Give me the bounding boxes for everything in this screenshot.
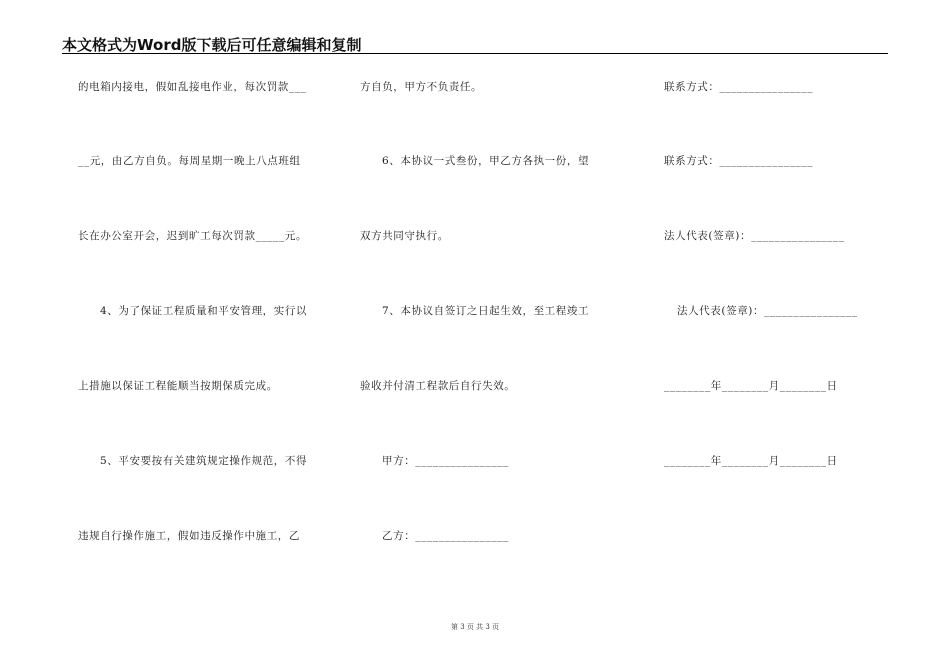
col2-party-a-signature: 甲方：________________	[382, 455, 509, 467]
col3-contact-2: 联系方式：________________	[664, 155, 814, 167]
col2-line-4: 7、本协议自签订之日起生效，至工程竣工	[382, 305, 590, 317]
col1-line-5: 上措施以保证工程能顺当按期保质完成。	[78, 380, 278, 392]
col3-legal-rep-1: 法人代表(签章)：________________	[664, 230, 845, 242]
col1-line-3: 长在办公室开会，迟到旷工每次罚款_____元。	[78, 230, 308, 242]
col1-line-2: __元，由乙方自负。每周星期一晚上八点班组	[78, 155, 301, 167]
header-divider	[62, 53, 888, 54]
col3-date-1: ________年________月________日	[664, 380, 838, 392]
col1-line-7: 违规自行操作施工，假如违反操作中施工，乙	[78, 530, 300, 542]
col1-line-6: 5、平安要按有关建筑规定操作规范，不得	[100, 455, 308, 467]
col1-line-4: 4、为了保证工程质量和平安管理，实行以	[100, 305, 308, 317]
col2-party-b-signature: 乙方：________________	[382, 530, 509, 542]
col3-contact-1: 联系方式：________________	[664, 81, 814, 93]
col2-line-5: 验收并付清工程款后自行失效。	[360, 380, 516, 392]
col2-line-3: 双方共同守执行。	[360, 230, 449, 242]
page-number: 第 3 页 共 3 页	[450, 623, 500, 631]
col3-legal-rep-2: 法人代表(签章)：________________	[677, 305, 858, 317]
document-header-title: 本文格式为Word版下载后可任意编辑和复制	[62, 36, 362, 54]
col3-date-2: ________年________月________日	[664, 455, 838, 467]
col2-line-2: 6、本协议一式叁份，甲乙方各执一份，望	[382, 155, 590, 167]
col2-line-1: 方自负，甲方不负责任。	[360, 81, 483, 93]
col1-line-1: 的电箱内接电，假如乱接电作业，每次罚款___	[78, 81, 307, 93]
